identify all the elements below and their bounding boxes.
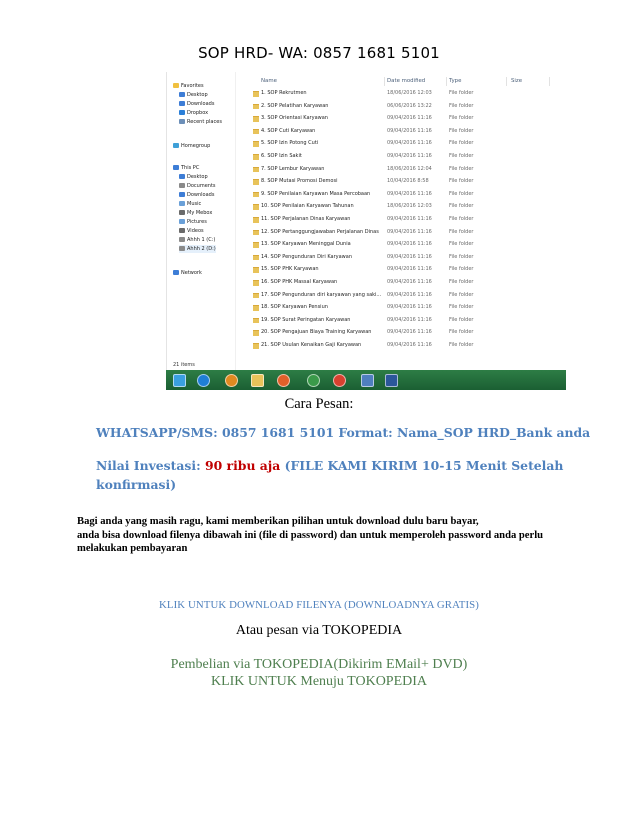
note-line: Bagi anda yang masih ragu, kami memberikan pilihan untuk download dulu baru bayar,: [77, 516, 479, 527]
file-name: 15. SOP PHK Karyawan: [261, 266, 319, 273]
nav-item[interactable]: [179, 245, 216, 253]
nav-item-label: Favorites: [181, 83, 204, 89]
file-date: 09/04/2016 11:16: [387, 127, 432, 134]
file-name: 5. SOP Izin Potong Cuti: [261, 140, 319, 147]
file-row[interactable]: [239, 278, 559, 287]
folder-icon: [253, 192, 259, 198]
nav-item-icon: [179, 219, 185, 224]
file-row[interactable]: [239, 102, 559, 111]
file-row[interactable]: [239, 177, 559, 186]
network-globe-icon[interactable]: [304, 372, 322, 388]
tokopedia-heading: Atau pesan via TOKOPEDIA: [235, 623, 403, 638]
nav-item-icon: [179, 174, 185, 179]
file-name: 8. SOP Mutasi Promosi Demosi: [261, 178, 338, 185]
media-player-icon[interactable]: [222, 372, 240, 388]
file-row[interactable]: [239, 265, 559, 274]
folder-icon: [253, 129, 259, 135]
image-viewer-icon[interactable]: [358, 372, 376, 388]
firefox-icon[interactable]: [274, 372, 292, 388]
file-date: 09/04/2016 11:16: [387, 342, 432, 348]
nav-item-label: Desktop: [187, 174, 208, 180]
file-type: File folder: [449, 153, 474, 159]
folder-icon: [253, 116, 259, 122]
column-size-header[interactable]: Size: [511, 78, 523, 84]
file-row[interactable]: [239, 341, 559, 350]
tokopedia-link-block[interactable]: [0, 656, 638, 690]
investment-delivery-note: (FILE KAMI KIRIM 10-15 Menit Setelah konfirmasi): [96, 458, 564, 492]
file-name: 17. SOP Pengunduran diri karyawan yang saki...: [261, 291, 382, 298]
chrome-icon[interactable]: [330, 372, 348, 388]
chrome-icon-glyph: [333, 374, 346, 387]
status-bar-item-count: 21 items: [173, 362, 195, 368]
file-date: 18/06/2016 12:03: [387, 203, 432, 210]
file-date: 18/06/2016 12:03: [387, 90, 432, 96]
file-row[interactable]: [239, 114, 559, 123]
file-type: File folder: [449, 291, 474, 298]
nav-item-icon: [173, 83, 179, 88]
folder-icon: [253, 293, 259, 299]
file-row[interactable]: [239, 190, 559, 199]
nav-item-label: Documents: [187, 183, 216, 189]
investment-info: [96, 456, 566, 494]
file-type: File folder: [449, 316, 474, 323]
file-row[interactable]: [239, 202, 559, 211]
note-line: anda bisa download filenya dibawah ini (file di password) dan untuk memperoleh password anda perlu: [77, 529, 544, 541]
firefox-icon-glyph: [277, 374, 290, 387]
nav-item[interactable]: [173, 82, 204, 90]
column-headers: [239, 78, 559, 88]
file-date: 09/04/2016 11:16: [387, 316, 432, 323]
folder-icon: [253, 230, 259, 236]
document-title: SOP HRD- WA: 0857 1681 5101: [198, 44, 440, 62]
file-row[interactable]: [239, 253, 559, 262]
nav-item-label: Downloads: [187, 192, 215, 198]
nav-item-label: Recent places: [187, 119, 222, 125]
nav-item[interactable]: [179, 118, 222, 126]
nav-item[interactable]: [179, 173, 208, 181]
folder-icon: [253, 91, 259, 97]
note-line: melakukan pembayaran: [77, 543, 188, 554]
file-date: 09/04/2016 11:16: [387, 241, 432, 248]
nav-item-label: Pictures: [187, 219, 207, 225]
investment-label: Nilai Investasi:: [96, 458, 205, 473]
file-type: File folder: [449, 115, 474, 122]
nav-item-label: This PC: [181, 165, 200, 171]
file-explorer-screenshot: [166, 72, 567, 390]
column-type-header[interactable]: Type: [449, 78, 462, 84]
tokopedia-link[interactable]: KLIK UNTUK Menuju TOKOPEDIA: [210, 674, 428, 689]
nav-item-icon: [179, 228, 185, 233]
nav-item[interactable]: [179, 109, 208, 117]
file-row[interactable]: [239, 240, 559, 249]
file-row[interactable]: [239, 215, 559, 224]
file-name: 12. SOP Pertanggungjawaban Perjalanan Dinas: [261, 228, 379, 235]
nav-item[interactable]: [179, 218, 207, 226]
file-explorer-icon-glyph: [251, 374, 264, 387]
image-viewer-icon-glyph: [361, 374, 374, 387]
nav-item[interactable]: [173, 164, 199, 172]
nav-item-icon: [179, 119, 185, 124]
file-name: 9. SOP Penilaian Karyawan Masa Percobaan: [261, 190, 371, 197]
nav-item-icon: [173, 143, 179, 148]
file-type: File folder: [449, 304, 474, 311]
download-link[interactable]: KLIK UNTUK DOWNLOAD FILENYA (DOWNLOADNYA GRATIS): [159, 599, 479, 611]
tokopedia-purchase-text[interactable]: Pembelian via TOKOPEDIA(Dikirim EMail+ DVD): [170, 657, 468, 672]
folder-icon: [253, 305, 259, 311]
nav-item-label: Dropbox: [187, 110, 209, 116]
folder-icon: [253, 280, 259, 286]
investment-price: 90 ribu aja: [204, 458, 281, 473]
file-name: 3. SOP Orientasi Karyawan: [261, 115, 328, 122]
column-divider: [446, 77, 447, 86]
file-type: File folder: [449, 266, 474, 273]
folder-icon: [253, 141, 259, 147]
column-divider: [549, 77, 550, 86]
file-explorer-icon[interactable]: [248, 372, 266, 388]
nav-item-icon: [179, 201, 185, 206]
windows-start-icon[interactable]: [170, 372, 188, 388]
nav-item[interactable]: [179, 209, 212, 217]
file-date: 18/06/2016 12:04: [387, 165, 432, 172]
file-name: 1. SOP Rekrutmen: [261, 90, 307, 96]
nav-item-icon: [179, 110, 185, 115]
file-name: 14. SOP Pengunduran Diri Karyawan: [261, 253, 352, 260]
nav-item[interactable]: [179, 236, 215, 244]
file-name: 4. SOP Cuti Karyawan: [261, 127, 316, 134]
file-type: File folder: [449, 102, 474, 109]
file-date: 09/04/2016 11:16: [387, 253, 432, 260]
nav-item-icon: [179, 92, 185, 97]
internet-explorer-icon-glyph: [197, 374, 210, 387]
file-type: File folder: [449, 253, 474, 260]
file-name: 7. SOP Lembur Karyawan: [261, 165, 325, 172]
file-row[interactable]: [239, 165, 559, 174]
file-date: 09/04/2016 11:16: [387, 266, 432, 273]
order-heading: Cara Pesan:: [284, 396, 354, 412]
nav-item[interactable]: [179, 191, 214, 199]
word-icon-glyph: [385, 374, 398, 387]
column-date-header[interactable]: Date modified: [387, 78, 426, 84]
folder-icon: [253, 104, 259, 110]
nav-item[interactable]: [179, 100, 214, 108]
file-date: 09/04/2016 11:16: [387, 153, 432, 159]
folder-icon: [253, 204, 259, 210]
file-date: 09/04/2016 11:16: [387, 279, 432, 285]
folder-icon: [253, 167, 259, 173]
folder-icon: [253, 154, 259, 160]
file-name: 11. SOP Perjalanan Dinas Karyawan: [261, 216, 351, 222]
folder-icon: [253, 330, 259, 336]
file-type: File folder: [449, 279, 474, 285]
file-type: File folder: [449, 127, 474, 134]
nav-item-label: Desktop: [187, 92, 208, 98]
folder-icon: [253, 217, 259, 223]
nav-item-label: Homegroup: [181, 143, 211, 149]
file-type: File folder: [449, 329, 474, 336]
nav-item-icon: [173, 165, 179, 170]
file-type: File folder: [449, 241, 474, 248]
file-type: File folder: [449, 140, 474, 147]
nav-item[interactable]: [173, 142, 210, 150]
file-row[interactable]: [239, 228, 559, 237]
file-date: 09/04/2016 11:16: [387, 115, 432, 122]
nav-item-label: Downloads: [187, 101, 215, 107]
file-name: 21. SOP Usulan Kenaikan Gaji Karyawan: [261, 342, 362, 348]
file-date: 06/06/2016 13:22: [387, 102, 432, 109]
folder-icon: [253, 267, 259, 273]
file-name: 2. SOP Pelatihan Karyawan: [261, 102, 329, 109]
file-row[interactable]: [239, 303, 559, 312]
nav-item-icon: [179, 183, 185, 188]
nav-item-label: Ahhh 1 (C:): [187, 237, 216, 243]
nav-item-label: Videos: [187, 228, 204, 234]
file-date: 09/04/2016 11:16: [387, 304, 432, 311]
nav-item[interactable]: [179, 200, 201, 208]
file-name: 6. SOP Izin Sakit: [261, 153, 302, 159]
folder-icon: [253, 179, 259, 185]
nav-item-icon: [179, 101, 185, 106]
whatsapp-order-info: WHATSAPP/SMS: 0857 1681 5101 Format: Nama_SOP HRD_Bank anda: [96, 425, 591, 440]
nav-item-icon: [173, 270, 179, 275]
file-name: 18. SOP Karyawan Pensiun: [261, 304, 328, 311]
file-date: 09/04/2016 11:16: [387, 216, 432, 222]
file-type: File folder: [449, 228, 474, 235]
nav-item[interactable]: [179, 91, 208, 99]
folder-icon: [253, 242, 259, 248]
word-icon[interactable]: [382, 372, 400, 388]
navigation-divider: [235, 72, 236, 372]
file-row[interactable]: [239, 89, 559, 98]
file-row[interactable]: [239, 291, 559, 300]
internet-explorer-icon[interactable]: [194, 372, 212, 388]
file-type: File folder: [449, 190, 474, 197]
file-name: 10. SOP Penilaian Karyawan Tahunan: [261, 203, 354, 210]
nav-item-icon: [179, 192, 185, 197]
file-date: 09/04/2016 11:16: [387, 140, 432, 147]
file-date: 09/04/2016 11:16: [387, 190, 432, 197]
file-type: File folder: [449, 216, 474, 222]
folder-icon: [253, 343, 259, 349]
download-first-note: [77, 515, 577, 556]
nav-item-label: My Mebox: [187, 210, 213, 216]
nav-item[interactable]: [179, 182, 216, 190]
nav-item-icon: [179, 246, 185, 251]
nav-item[interactable]: [173, 269, 202, 277]
file-type: File folder: [449, 90, 474, 96]
file-date: 09/04/2016 11:16: [387, 291, 432, 298]
nav-item-label: Ahhh 2 (D:): [187, 246, 216, 252]
file-type: File folder: [449, 342, 474, 348]
nav-item-label: Music: [187, 201, 202, 207]
folder-icon: [253, 318, 259, 324]
media-player-icon-glyph: [225, 374, 238, 387]
column-name-header[interactable]: Name: [261, 78, 277, 84]
file-name: 19. SOP Surat Peringatan Karyawan: [261, 316, 351, 323]
folder-icon: [253, 255, 259, 261]
file-type: File folder: [449, 178, 474, 185]
file-date: 09/04/2016 11:16: [387, 228, 432, 235]
file-row[interactable]: [239, 152, 559, 161]
file-name: 20. SOP Pengajuan Biaya Training Karyawan: [261, 329, 372, 336]
file-row[interactable]: [239, 127, 559, 136]
windows-taskbar: [166, 370, 566, 390]
network-globe-icon-glyph: [307, 374, 320, 387]
file-row[interactable]: [239, 316, 559, 325]
file-row[interactable]: [239, 328, 559, 337]
file-name: 13. SOP Karyawan Meninggal Dunia: [261, 241, 351, 248]
nav-item-icon: [179, 237, 185, 242]
nav-item[interactable]: [179, 227, 204, 235]
file-date: 10/04/2016 8:58: [387, 178, 429, 185]
file-name: 16. SOP PHK Massal Karyawan: [261, 279, 338, 285]
nav-item-icon: [179, 210, 185, 215]
navigation-pane: [167, 72, 237, 372]
file-type: File folder: [449, 165, 474, 172]
file-type: File folder: [449, 203, 474, 210]
nav-item-label: Network: [181, 270, 202, 276]
windows-start-icon-glyph: [173, 374, 186, 387]
file-date: 09/04/2016 11:16: [387, 329, 432, 336]
column-divider: [384, 77, 385, 86]
column-divider: [506, 77, 507, 86]
file-row[interactable]: [239, 139, 559, 148]
